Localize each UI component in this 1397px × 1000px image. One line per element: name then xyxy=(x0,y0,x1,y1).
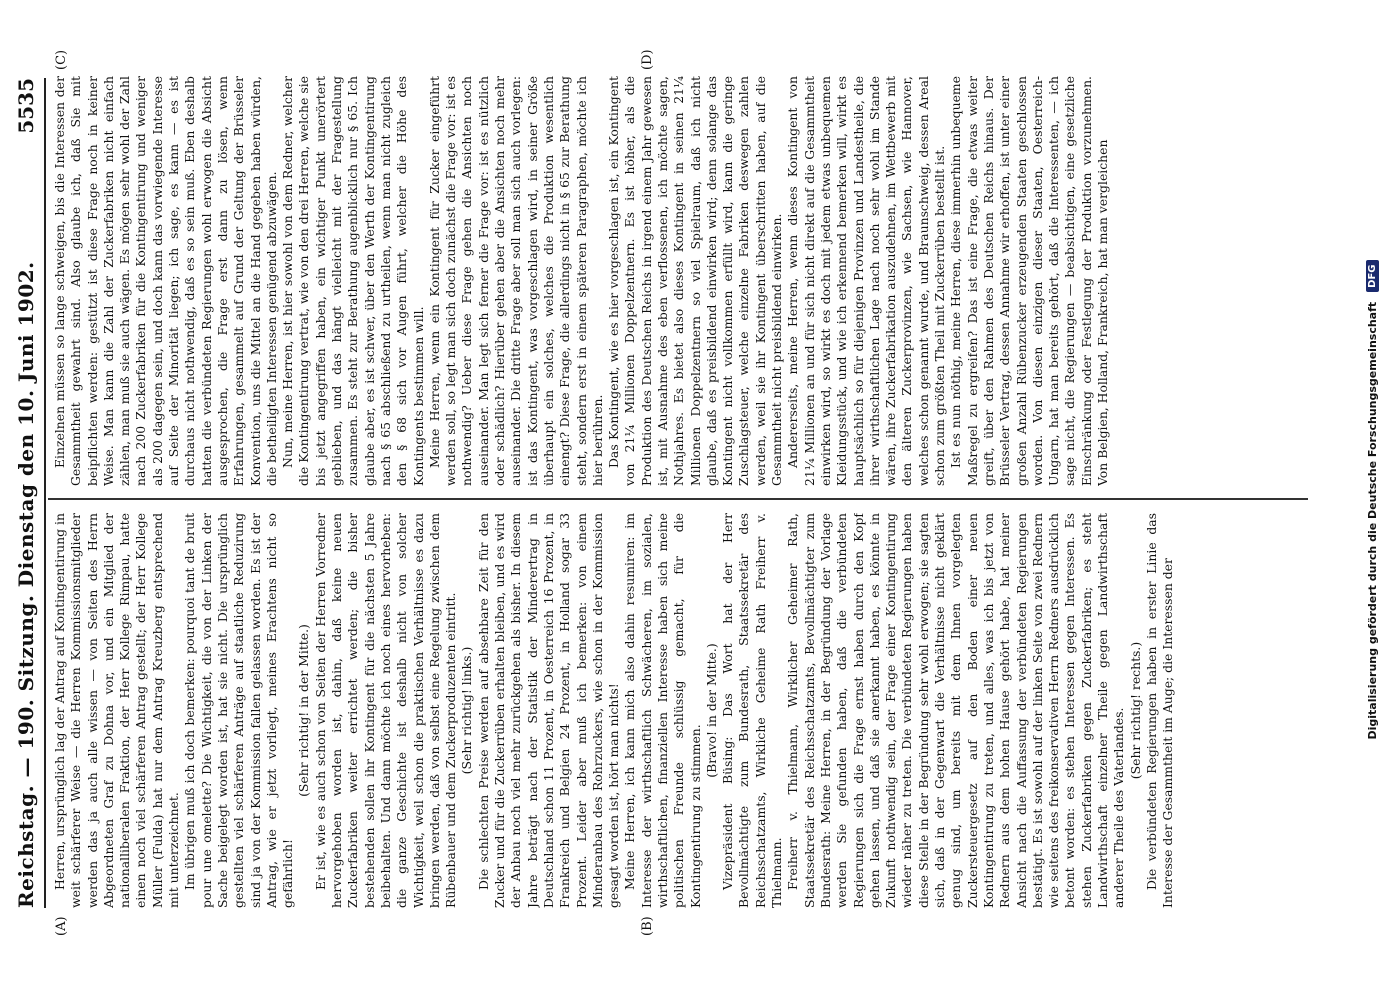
digitization-credit xyxy=(1352,0,1392,1000)
paragraph: Im übrigen muß ich doch bemerken: pourquoi tant de bruit pour une omelette? Die Wichtigkeit, die von der Linken der Sache beigelegt worden ist, hat sie nicht. Die ursprünglich gestellten viel schärferen Anträge auf staatliche Reduzirung sind ja von der Kommission fallen gelassen worden. Es ist der Antrag, wie er jetzt vorliegt, meines Erachtens nicht so gefährlich! xyxy=(182,513,296,908)
margin-mark-c: (C) xyxy=(54,49,69,70)
paragraph: Nun, meine Herren, ist hier sowohl von dem Redner, welcher die Kontingentirung vertrat, wie von den drei Herren, welche sie bis jetzt angegriffen haben, ein wichtiger Punkt unerörtert geblieben, und das hängt vielleicht mit der Fragestellung zusammen. Es steht zur Berathung augenblicklich nur § 65. Ich glaube aber, es ist schwer, über den Werth der Kontingentirung nach § 65 abschließend zu urtheilen, wenn man nicht zugleich den § 68 sich vor Augen führt, welcher die Höhe des Kontingents bestimmen will. xyxy=(280,76,426,486)
credit-text: Digitalisierung gefördert durch die Deutsche Forschungsgemeinschaft xyxy=(1365,301,1379,740)
interjection: (Sehr richtig! links.) xyxy=(459,646,475,775)
paragraph: Er ist, wie es auch schon von Seiten der Herren Vorredner hervorgehoben worden ist, dahin, daß keine neuen Zuckerfabriken weiter errichtet werden; die bisher bestehenden sollen ihr Kontingent für die nächsten 5 Jahre beibehalten. Und dann möchte ich noch eines hervorheben: die ganze Geschichte ist deshalb nicht von solcher Wichtigkeit, weil schon die praktischen Verhältnisse es dazu bringen werden, daß von selbst eine Regelung zwischen dem Rübenbauer und dem Zuckerproduzenten eintritt. xyxy=(312,513,459,908)
page-header xyxy=(8,78,46,908)
paragraph: Meine Herren, wenn ein Kontingent für Zucker eingeführt werden soll, so legt man sich doch zunächst die Frage vor: ist es nothwendig? Ueber diese Frage gehen die Ansichten noch auseinander. Man legt sich ferner die Frage vor: ist es nützlich oder schädlich? Hierüber gehen aber die Ansichten noch mehr auseinander. Die dritte Frage aber soll man sich auch vorlegen: ist das Kontingent, was vorgeschlagen wird, in seiner Größe überhaupt ein solches, welches die Produktion wesentlich einengt? Diese Frage, die allerdings nicht in § 65 zur Berathung steht, sondern erst in einem späteren Paragraphen, möchte ich hier berühren. xyxy=(426,76,605,486)
paragraph: Vizepräsident Büsing: Das Wort hat der Herr Bevollmächtigte zum Bundesrath, Staatssekretär des Reichsschatzamts, Wirkliche Geheime Rath Freiherr v. Thielmann. xyxy=(720,513,785,908)
column-divider xyxy=(48,498,1308,500)
right-column xyxy=(52,76,1302,486)
paragraph: Einzelnen müssen so lange schweigen, bis die Interessen der Gesammtheit gewahrt sind. Also glaube ich, daß Sie mit beipflichten werden: gestützt ist diese Frage noch in keiner Weise. Man kann die Zahl der Zuckerfabriken nicht einfach zählen, man muß sie auch wägen. Es mögen sehr wohl der Zahl nach 200 Zuckerfabriken für die Kontingentirung und weniger als 200 dagegen sein, und doch kann das vorwiegende Interesse auf Seite der Minorität liegen; ich sage, es kann — es ist durchaus nicht nothwendig, daß es so sein muß. Eben deshalb hatten die verbündeten Regierungen wohl erwogen die Absicht ausgesprochen, die Frage erst dann zu lösen, wenn Erfahrungen, gesammelt auf Grund der Geltung der Brüsseler Konvention, uns die Mittel an die Hand gegeben haben würden, die betheiligten Interessen genügend abzuwägen. xyxy=(52,76,279,486)
interjection: (Sehr richtig! rechts.) xyxy=(1127,641,1143,780)
paragraph: Die schlechten Preise werden auf absehbare Zeit für den Zucker und für die Zuckerrüben erhalten bleiben, und es wird der Anbau noch viel mehr zurückgehen als bisher. In diesem Jahre beträgt nach der Statistik der Minderertrag in Deutschland schon 11 Prozent, in Oesterreich 16 Prozent, in Frankreich und Belgien 24 Prozent, in Holland sogar 33 Prozent. Leider aber muß ich bemerken: von einem Minderanbau des Rohrzuckers, wie schon in der Kommission gesagt worden ist, hört man nichts! xyxy=(475,513,622,908)
interjection: (Sehr richtig! in der Mitte.) xyxy=(296,624,312,797)
margin-mark-b: (B) xyxy=(640,916,655,936)
paragraph: Ist es nun nöthig, meine Herren, diese immerhin unbequeme Maßregel zu ergreifen? Das ist eine Frage, die etwas weiter greift, über den Rahmen des Deutschen Reichs hinaus. Der Brüsseler Vertrag, dessen Annahme wir erhoffen, ist unter einer großen Anzahl Rübenzucker erzeugenden Staaten geschlossen worden. Von diesen einzigen dieser Staaten, Oesterreich-Ungarn, hat man bereits gehört, daß die Interessenten, — ich sage nicht, die Regierungen — beabsichtigen, eine gesetzliche Einschränkung oder Festlegung der Produktion vorzunehmen. Von Belgien, Holland, Frankreich, hat man vergleichen xyxy=(948,76,1110,486)
paragraph: Herren, ursprünglich lag der Antrag auf Kontingentirung in weit schärferer Weise — die Herren Kommissionsmitglieder werden das ja auch alle wissen — von Seiten des Herrn Abgeordneten Graf zu Dohna vor, und ein Mitglied der nationalliberalen Fraktion, der Herr Kollege Rimpau, hatte einen noch viel schärferen Antrag gestellt; der Herr Kollege Müller (Fulda) hat nur dem Antrag Kreuzberg entsprechend mit unterzeichnet. xyxy=(52,513,182,908)
dfg-logo-icon: DFG xyxy=(1366,261,1379,292)
margin-mark-a: (A) xyxy=(54,916,69,936)
interjection: (Bravo! in der Mitte.) xyxy=(703,643,719,778)
paragraph: Das Kontingent, wie es hier vorgeschlagen ist, ein Kontingent von 21¼ Millionen Doppelzentnern. Es ist höher, als die Produktion des Deutschen Reichs in irgend einem Jahr gewesen ist, mit Ausnahme des eben verflossenen, ich möchte sagen, Nothjahres. Es bietet also dieses Kontingent in seinen 21¼ Millionen Doppelzentnern so viel Spielraum, daß ich nicht glaube, daß es preisbildend einwirken wird; denn solange das Kontingent nicht vollkommen erfüllt wird, kann die geringe Zuschlagsteuer, welche einzelne Fabriken deswegen zahlen werden, weil sie ihr Kontingent überschritten haben, auf die Gesammtheit nicht preisbildend einwirken. xyxy=(606,76,785,486)
page-title: Reichstag. — 190. Sitzung. Dienstag den 10. Juni 1902. xyxy=(14,261,38,908)
paragraph: Meine Herren, ich kann mich also dahin resumiren: im Interesse der wirthschaftlich Schwächeren, im sozialen, wirthschaftlichen, finanziellen Interesse haben sich meine politischen Freunde schlüssig gemacht, für die Kontingentirung zu stimmen. xyxy=(622,513,703,908)
paragraph: Freiherr v. Thielmann, Wirklicher Geheimer Rath, Staatssekretär des Reichsschatzamts, Bevollmächtigter zum Bundesrath: Meine Herren, in der Begründung der Vorlage werden Sie gefunden haben, daß die verbündeten Regierungen sich die Frage ernst haben durch den Kopf gehen lassen, und daß sie anerkannt haben, es könnte in Zukunft nothwendig sein, der Frage einer Kontingentirung wieder näher zu treten. Die verbündeten Regierungen haben diese Stelle in der Begründung sehr wohl erwogen; sie sagten sich, daß in der Gegenwart die Verhältnisse nicht geklärt genug sind, um bereits mit dem Ihnen vorgelegten Zuckersteuergesetz auf den Boden einer neuen Kontingentirung zu treten, und alles, was ich bis jetzt von Rednern aus dem hohen Hause gehört habe, hat meiner Ansicht nach die Auffassung der verbündeten Regierungen bestätigt. Es ist sowohl auf der linken Seite von zwei Rednern wie seitens des freikonservativen Herrn Redners ausdrücklich betont worden: es stehen Interessen gegen Interessen. Es stehen Zuckerfabriken gegen Zuckerfabriken; es steht Landwirthschaft einzelner Theile gegen Landwirthschaft anderer Theile des Vaterlandes. xyxy=(785,513,1127,908)
page-number: 5535 xyxy=(14,78,38,134)
paragraph: Andererseits, meine Herren, wenn dieses Kontingent von 21¼ Millionen an und für sich nicht direkt auf die Gesammtheit einwirken wird, so wirkt es doch mit jedem etwas unbequemen Kleidungsstück, und wie ich erkennend bemerken will, wirkt es hauptsächlich so für diejenigen Provinzen und Landestheile, die ihrer wirthschaftlichen Lage nach noch sehr wohl im Stande wären, ihre Zuckerfabrikation auszudehnen, im Wettbewerb mit den älteren Zuckerprovinzen, wie Sachsen, wie Hannover, welches schon genannt wurde, und Braunschweig, dessen Areal schon zum größten Theil mit Zuckerrüben bestellt ist. xyxy=(785,76,948,486)
left-column xyxy=(52,513,1302,908)
margin-mark-d: (D) xyxy=(640,49,655,70)
paragraph: Die verbündeten Regierungen haben in erster Linie das Interesse der Gesammtheit im Auge; die Interessen der xyxy=(1143,513,1176,908)
